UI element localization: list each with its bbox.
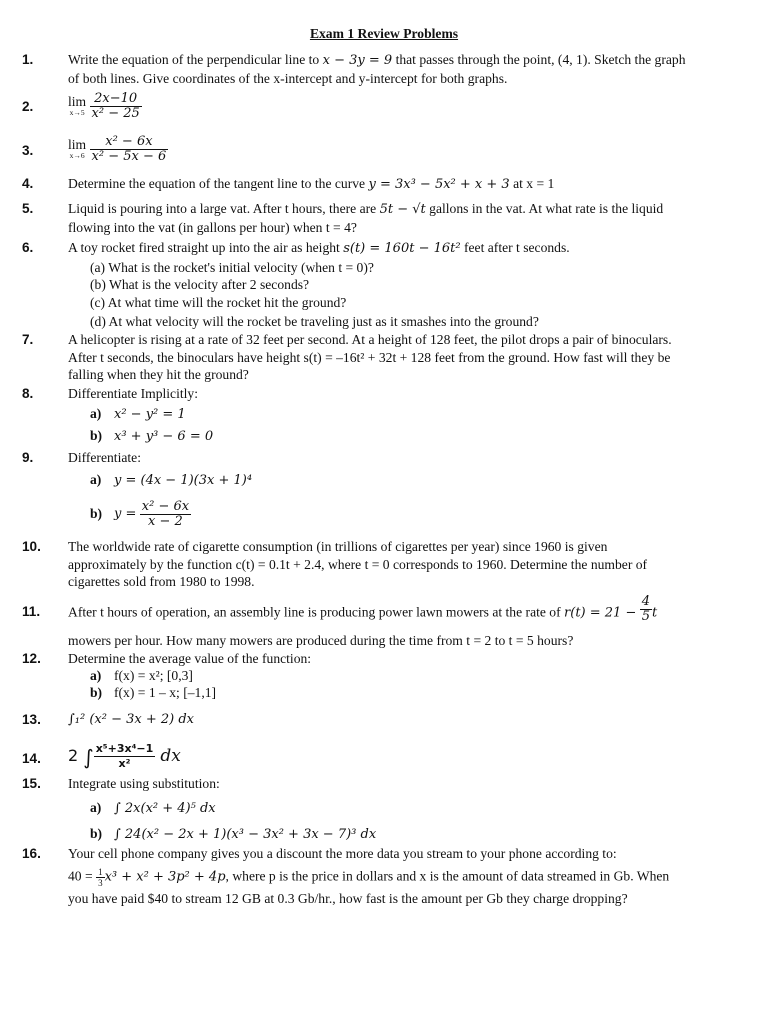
problem-number: 4.: [22, 176, 34, 191]
part-b: b) ∫ 24(x² − 2x + 1)(x³ − 3x² + 3x − 7)³ dx: [90, 826, 377, 842]
sub-question-d: (d) At what velocity will the rocket be traveling just as it smashes into the ground?: [90, 314, 539, 329]
sub-question-c: (c) At what time will the rocket hit the ground?: [90, 295, 347, 310]
sub-question-b: (b) What is the velocity after 2 seconds?: [90, 277, 310, 292]
fraction: $\frac{1}{3}$: [98, 867, 103, 888]
problem-number: 1.: [22, 52, 34, 67]
page-title: Exam 1 Review Problems: [309, 26, 459, 41]
limit-operator: lim x→5: [68, 93, 87, 117]
problem-number: 15.: [22, 776, 41, 791]
part-b: b) x³ + y³ − 6 = 0: [90, 428, 214, 444]
part-a: a) ∫ 2x(x² + 4)⁵ dx: [90, 800, 216, 816]
problem-number: 16.: [22, 846, 41, 861]
problem-number: 5.: [22, 201, 34, 216]
problem-number: 2.: [22, 99, 34, 114]
fraction: $\frac{4}{5}$: [641, 594, 651, 624]
part-a: a) f(x) = x²; [0,3]: [90, 668, 193, 683]
part-b: b) y = $\frac{\text{x² − 6x}}{x - 2}$: [90, 499, 190, 529]
problem-number: 3.: [22, 143, 34, 158]
part-a: a) y = (4x − 1)(3x + 1)⁴: [90, 472, 253, 488]
problem-number: 12.: [22, 651, 41, 666]
integral-sign: ∫: [83, 745, 94, 769]
sub-question-a: (a) What is the rocket's initial velocity (when t = 0)?: [90, 260, 374, 275]
part-a: a) x² − y² = 1: [90, 406, 186, 422]
problem-number: 14.: [22, 751, 41, 766]
fraction: $\frac{2x-10}{\text{x² − 25}}$: [91, 91, 140, 121]
problem-number: 6.: [22, 240, 34, 255]
part-b: b) f(x) = 1 – x; [–1,1]: [90, 685, 217, 700]
fraction: $\frac{\text{x² − 6x}}{\text{x² − 5x − 6}}$: [91, 134, 167, 164]
problem-number: 11.: [22, 604, 41, 619]
problem-number: 10.: [22, 539, 41, 554]
problem-number: 9.: [22, 450, 34, 465]
problem-number: 7.: [22, 332, 34, 347]
fraction: $\frac{\text{x⁵+3x⁴−1}}{\text{x²}}$: [95, 742, 154, 770]
fraction: $\frac{\text{x² − 6x}}{x - 2}$: [141, 499, 190, 529]
problem-number: 8.: [22, 386, 34, 401]
problem-number: 13.: [22, 712, 41, 727]
limit-operator: lim x→6: [68, 136, 87, 160]
